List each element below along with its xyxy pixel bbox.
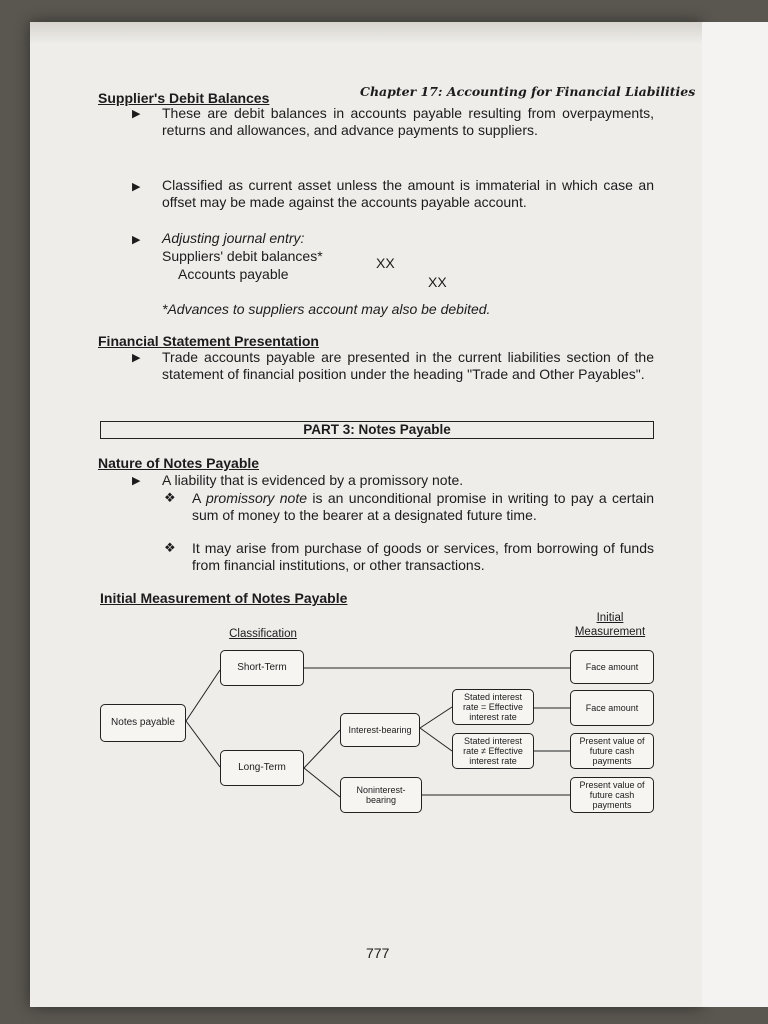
arrow-bullet-icon: ▶: [132, 108, 141, 120]
diagram-connectors: [30, 22, 702, 1007]
node-face-amount-short: Face amount: [570, 650, 654, 684]
paragraph-promissory-note: A promissory note is an unconditional promise in writing to pay a certain sum of money to the bearer at a designated future time.: [192, 490, 655, 523]
paragraph-debit-balances: These are debit balances in accounts payable resulting from overpayments, returns and allowances, and advance payments to suppliers.: [162, 105, 654, 138]
node-face-amount-long: Face amount: [570, 690, 654, 726]
node-present-value-noninterest: Present value of future cash payments: [570, 777, 654, 813]
arrow-bullet-icon: ▶: [132, 234, 141, 246]
node-long-term: Long-Term: [220, 750, 304, 786]
page-right-margin: [702, 22, 768, 1007]
diagram-label-measurement: Measurement: [574, 626, 646, 638]
arrow-bullet-icon: ▶: [132, 475, 141, 487]
section-heading-fs-presentation: Financial Statement Presentation: [98, 333, 319, 349]
entry-debit-account: Suppliers' debit balances*: [162, 248, 323, 264]
paragraph-arise-from: It may arise from purchase of goods or services, from borrowing of funds from financial institutions, or other transactions.: [192, 540, 654, 573]
diamond-bullet-icon: ❖: [164, 490, 176, 505]
paragraph-trade-payables: Trade accounts payable are presented in the current liabilities section of the statement of financial position under the heading "Trade and Other Payables".: [162, 349, 654, 382]
node-interest-bearing: Interest-bearing: [340, 713, 420, 747]
page-number: 777: [366, 945, 390, 961]
node-short-term: Short-Term: [220, 650, 304, 686]
node-present-value-interest: Present value of future cash payments: [570, 733, 654, 769]
chapter-header: Chapter 17: Accounting for Financial Liabilities: [360, 84, 696, 99]
entry-debit-amount: XX: [376, 255, 395, 271]
diagram-label-classification: Classification: [229, 628, 297, 640]
footnote-advances: *Advances to suppliers account may also be debited.: [162, 301, 491, 317]
adjusting-entry-title: Adjusting journal entry:: [162, 230, 305, 246]
arrow-bullet-icon: ▶: [132, 352, 141, 364]
paragraph-liability-promissory: A liability that is evidenced by a promissory note.: [162, 472, 464, 488]
paragraph-classified-current-asset: Classified as current asset unless the amount is immaterial in which case an offset may be made against the accounts payable account.: [162, 177, 654, 210]
entry-credit-amount: XX: [428, 274, 447, 290]
diamond-bullet-icon: ❖: [164, 540, 176, 555]
section-heading-suppliers-debit: Supplier's Debit Balances: [98, 90, 270, 106]
node-stated-notequal-effective: Stated interest rate ≠ Effective interest rate: [452, 733, 534, 769]
part-banner: PART 3: Notes Payable: [100, 421, 654, 439]
diagram-label-initial: Initial: [596, 612, 624, 624]
node-noninterest-bearing: Noninterest- bearing: [340, 777, 422, 813]
node-stated-equal-effective: Stated interest rate = Effective interest rate: [452, 689, 534, 725]
node-notes-payable: Notes payable: [100, 704, 186, 742]
section-heading-initial-measurement: Initial Measurement of Notes Payable: [100, 590, 348, 606]
document-page: [30, 22, 702, 1007]
section-heading-nature: Nature of Notes Payable: [98, 455, 260, 471]
entry-credit-account: Accounts payable: [178, 266, 289, 282]
arrow-bullet-icon: ▶: [132, 181, 141, 193]
